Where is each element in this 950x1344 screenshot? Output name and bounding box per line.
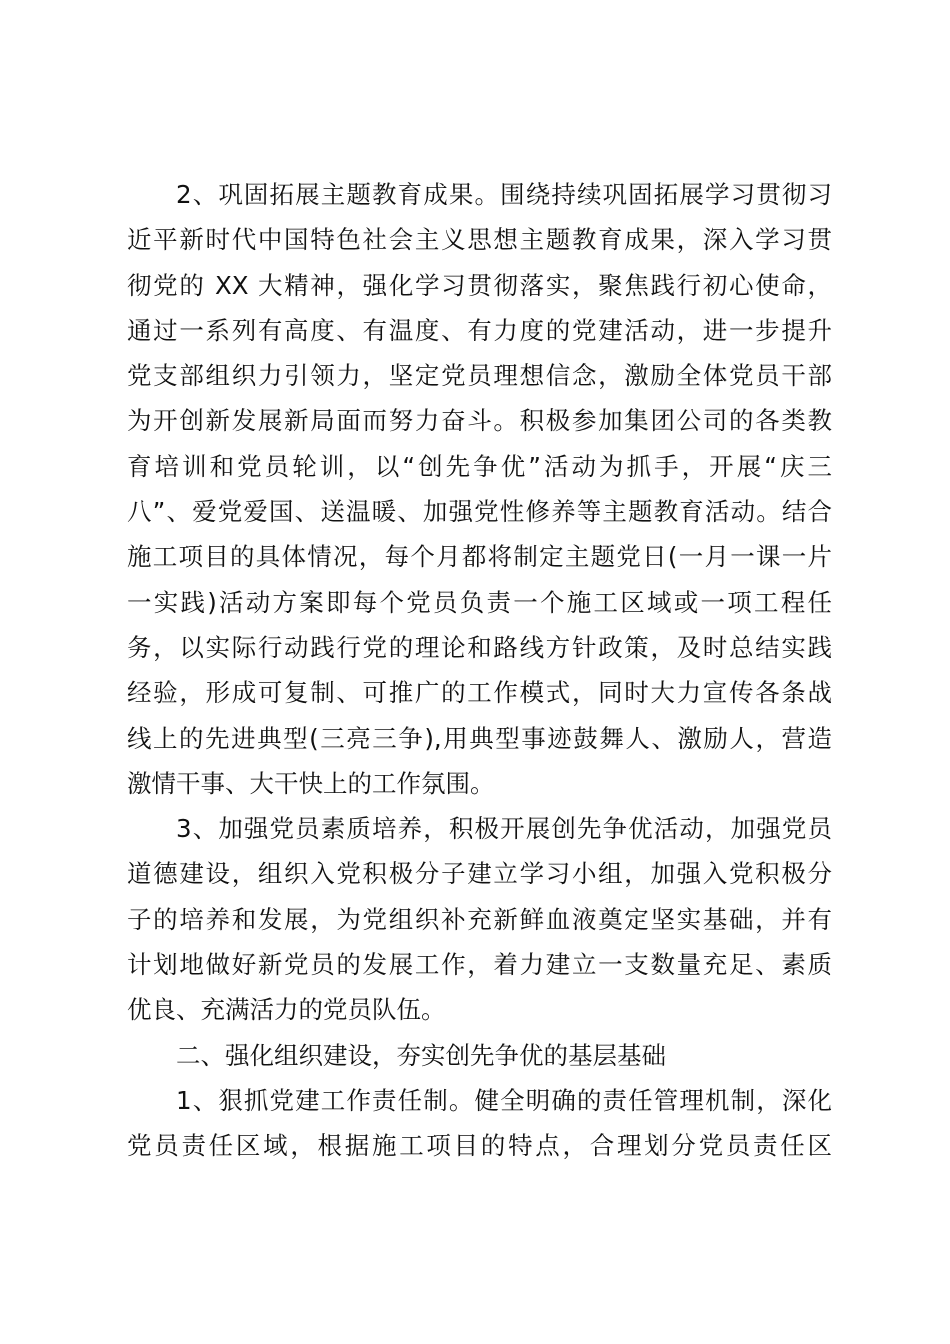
- text-line: 子的培养和发展，为党组织补充新鲜血液奠定坚实基础，并有: [127, 904, 832, 934]
- text-line: 3、加强党员素质培养，积极开展创先争优活动，加强党员: [176, 814, 832, 844]
- text-line: 优良、充满活力的党员队伍。: [127, 995, 446, 1025]
- text-line: 施工项目的具体情况，每个月都将制定主题党日(一月一课一片: [127, 542, 832, 572]
- section-heading-organization-building: [127, 1033, 832, 1078]
- text-line: 党支部组织力引领力，坚定党员理想信念，激励全体党员干部: [127, 361, 832, 391]
- paragraph-member-quality-training: [127, 806, 832, 1032]
- text-line: 道德建设，组织入党积极分子建立学习小组，加强入党积极分: [127, 859, 832, 889]
- text-line: 线上的先进典型(三亮三争),用典型事迹鼓舞人、激励人，营造: [127, 723, 832, 753]
- document-body: [127, 172, 832, 1169]
- text-line: 激情干事、大干快上的工作氛围。: [127, 768, 495, 798]
- text-line: 计划地做好新党员的发展工作，着力建立一支数量充足、素质: [127, 950, 832, 980]
- text-line: 通过一系列有高度、有温度、有力度的党建活动，进一步提升: [127, 315, 832, 345]
- text-line: 一实践)活动方案即每个党员负责一个施工区域或一项工程任: [127, 587, 832, 617]
- text-line: 经验，形成可复制、可推广的工作模式，同时大力宣传各条战: [127, 678, 832, 708]
- text-line: 2、巩固拓展主题教育成果。围绕持续巩固拓展学习贯彻习: [176, 180, 832, 209]
- text-line: 八”、爱党爱国、送温暖、加强党性修养等主题教育活动。结合: [127, 497, 832, 527]
- text-line: 育培训和党员轮训，以“创先争优”活动为抓手，开展“庆三: [127, 451, 832, 481]
- paragraph-responsibility-system: [127, 1078, 832, 1169]
- section-heading: 二、强化组织建设，夯实创先争优的基层基础: [176, 1040, 666, 1070]
- text-line: 近平新时代中国特色社会主义思想主题教育成果，深入学习贯: [127, 225, 832, 255]
- text-line: 党员责任区域，根据施工项目的特点，合理划分党员责任区: [127, 1131, 832, 1161]
- paragraph-consolidate-theme-education: [127, 172, 832, 806]
- text-line: 为开创新发展新局面而努力奋斗。积极参加集团公司的各类教: [127, 406, 832, 436]
- text-line: 彻党的 XX 大精神，强化学习贯彻落实，聚焦践行初心使命，: [127, 270, 832, 300]
- text-line: 1、狠抓党建工作责任制。健全明确的责任管理机制，深化: [176, 1085, 832, 1115]
- text-line: 务，以实际行动践行党的理论和路线方针政策，及时总结实践: [127, 632, 832, 662]
